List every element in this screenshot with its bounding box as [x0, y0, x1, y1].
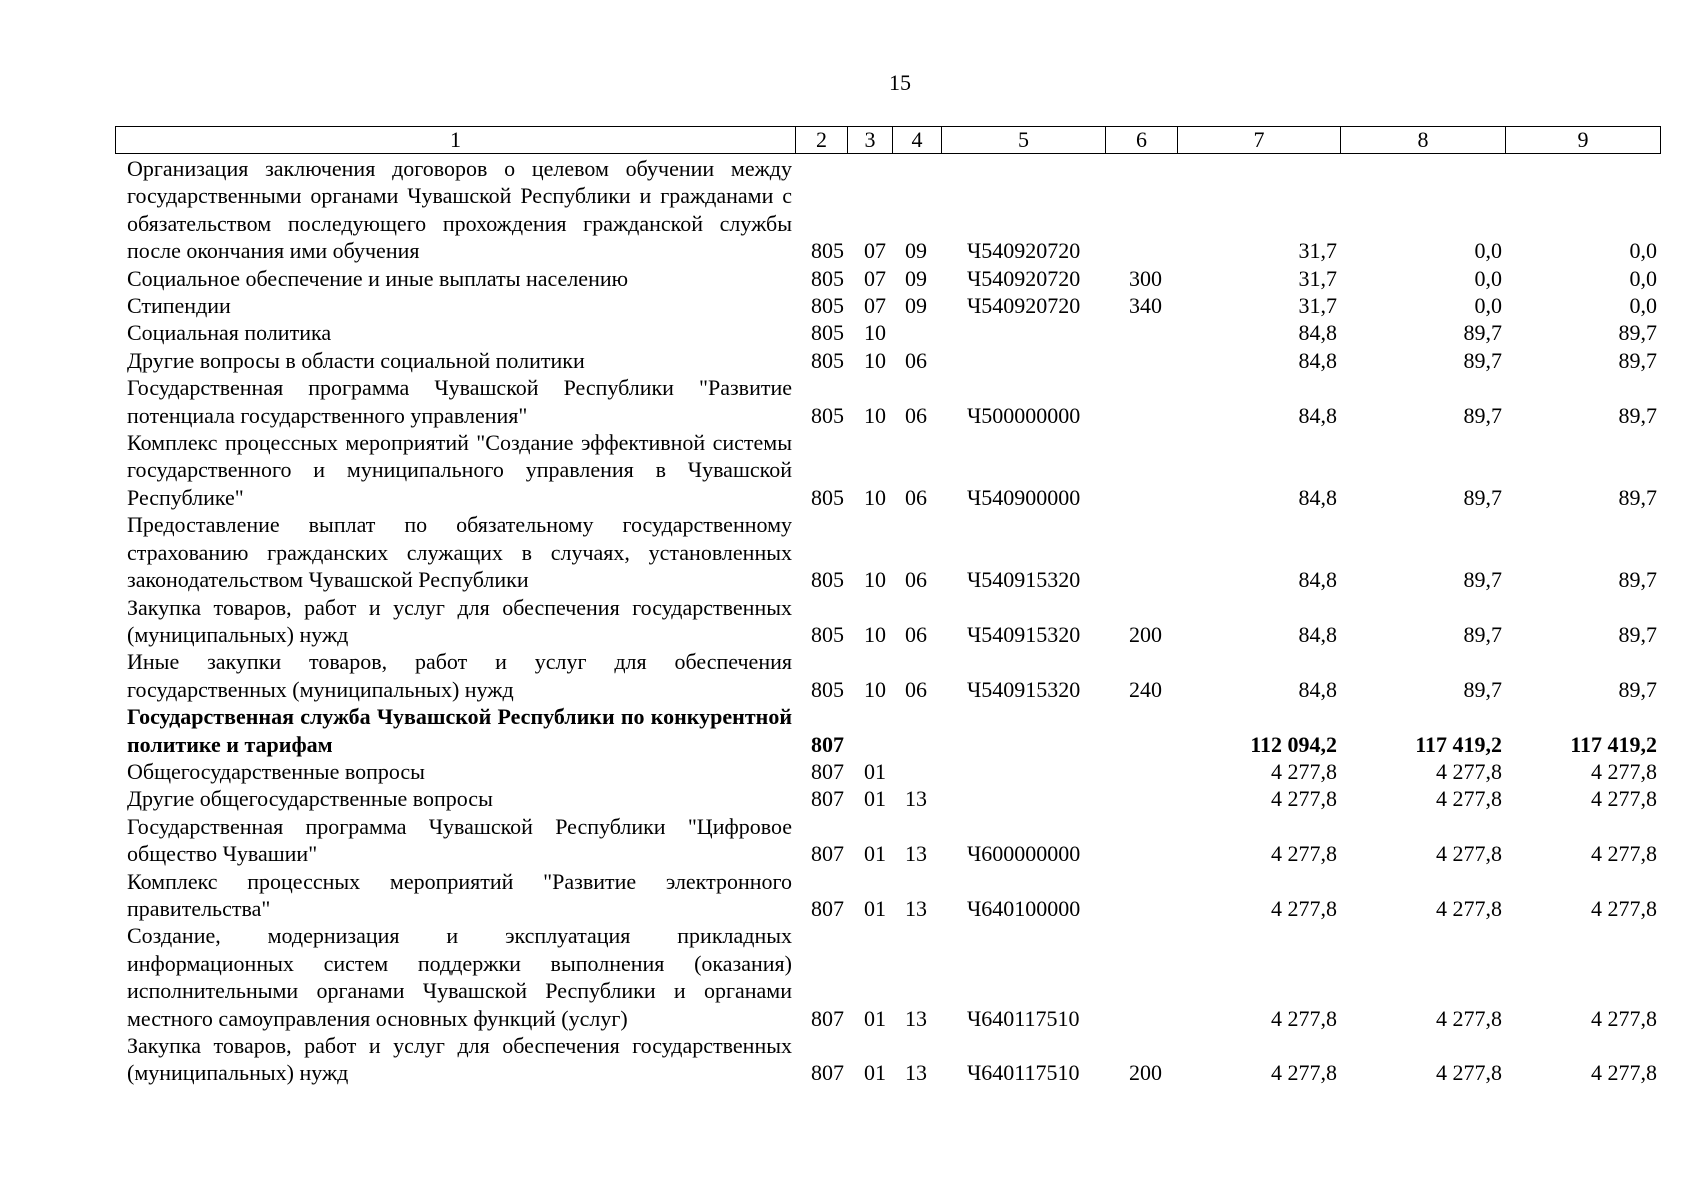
- cell-section-code: 01: [864, 786, 886, 812]
- cell-expense-type: [1112, 785, 1184, 812]
- cell-amount-col8: 4 277,8: [1436, 758, 1502, 784]
- table-row: [115, 648, 1667, 703]
- cell-section-code: 07: [864, 238, 886, 264]
- cell-expense-type: [1112, 922, 1184, 1032]
- row-description: Общегосударственные вопросы: [127, 758, 425, 784]
- cell-ministry-code: 805: [811, 402, 844, 428]
- cell-amount-col9: 4 277,8: [1591, 895, 1657, 921]
- cell-section-code: 10: [864, 347, 886, 373]
- row-description: Социальная политика: [127, 320, 332, 346]
- row-description: Закупка товаров, работ и услуг для обеспечения государственных (муниципальных) нужд: [127, 594, 792, 647]
- column-number-6: 6: [1106, 127, 1178, 154]
- cell-section-code: 10: [864, 484, 886, 510]
- table-row: [115, 429, 1667, 511]
- cell-amount-col7: 84,8: [1298, 402, 1337, 428]
- cell-target-article: Ч540920720: [967, 238, 1081, 264]
- cell-amount-col9: 89,7: [1618, 347, 1657, 373]
- cell-target-article: Ч640117510: [967, 1060, 1080, 1086]
- table-row: [115, 319, 1667, 346]
- cell-amount-col9: 117 419,2: [1570, 731, 1657, 757]
- cell-amount-col7: 84,8: [1298, 676, 1337, 702]
- cell-section-code: 10: [864, 676, 886, 702]
- cell-subsection-code: 09: [905, 265, 927, 291]
- cell-ministry-code: 805: [811, 621, 844, 647]
- cell-expense-type: 200: [1129, 621, 1162, 647]
- cell-amount-col8: 4 277,8: [1436, 841, 1502, 867]
- cell-section-code: 10: [864, 567, 886, 593]
- cell-subsection-code: 13: [905, 1060, 927, 1086]
- cell-amount-col9: 0,0: [1629, 238, 1657, 264]
- cell-amount-col8: 89,7: [1463, 484, 1502, 510]
- row-description: Создание, модернизация и эксплуатация прикладных информационных систем поддержки выполнения (оказания) исполнительными органами Чувашской Республики и органами местного самоуправления основных функций (услуг): [127, 923, 792, 1031]
- row-description: Комплекс процессных мероприятий "Создание эффективной системы государственного и муниципального управления в Чувашской Республике": [127, 430, 792, 510]
- cell-target-article: Ч540920720: [967, 265, 1081, 291]
- cell-amount-col8: 89,7: [1463, 567, 1502, 593]
- cell-amount-col7: 84,8: [1298, 567, 1337, 593]
- cell-amount-col9: 89,7: [1618, 402, 1657, 428]
- cell-expense-type: [1112, 868, 1184, 923]
- cell-amount-col7: 31,7: [1298, 293, 1337, 319]
- table-row: [115, 511, 1667, 593]
- cell-amount-col8: 4 277,8: [1436, 895, 1502, 921]
- cell-target-article: Ч640117510: [967, 1005, 1080, 1031]
- table-row: [115, 758, 1667, 785]
- row-description: Комплекс процессных мероприятий "Развитие электронного правительства": [127, 868, 792, 921]
- row-description: Социальное обеспечение и иные выплаты населению: [127, 265, 629, 291]
- cell-target-article: [948, 703, 1112, 758]
- cell-expense-type: [1112, 374, 1184, 429]
- row-description: Другие вопросы в области социальной политики: [127, 347, 585, 373]
- row-description: Стипендии: [127, 293, 231, 319]
- table-row: [115, 292, 1667, 319]
- cell-amount-col7: 4 277,8: [1271, 895, 1337, 921]
- cell-ministry-code: 805: [811, 347, 844, 373]
- cell-subsection-code: [899, 319, 948, 346]
- cell-section-code: 01: [864, 841, 886, 867]
- cell-ministry-code: 805: [811, 676, 844, 702]
- column-number-8: 8: [1341, 127, 1506, 154]
- cell-amount-col8: 0,0: [1474, 238, 1502, 264]
- cell-amount-col7: 4 277,8: [1271, 786, 1337, 812]
- cell-amount-col7: 84,8: [1298, 320, 1337, 346]
- column-number-9: 9: [1506, 127, 1661, 154]
- row-description: Государственная служба Чувашской Республики по конкурентной политике и тарифам: [127, 704, 792, 757]
- cell-section-code: 10: [864, 621, 886, 647]
- cell-expense-type: 300: [1129, 265, 1162, 291]
- cell-subsection-code: 13: [905, 841, 927, 867]
- cell-expense-type: 240: [1129, 676, 1162, 702]
- column-number-5: 5: [942, 127, 1106, 154]
- cell-section-code: [854, 703, 899, 758]
- cell-subsection-code: 09: [905, 293, 927, 319]
- cell-subsection-code: 06: [905, 402, 927, 428]
- cell-ministry-code: 805: [811, 238, 844, 264]
- cell-amount-col9: 89,7: [1618, 484, 1657, 510]
- cell-target-article: [948, 785, 1112, 812]
- cell-expense-type: [1112, 429, 1184, 511]
- cell-amount-col8: 4 277,8: [1436, 1060, 1502, 1086]
- column-header-row: [116, 127, 1661, 154]
- cell-target-article: Ч540915320: [967, 676, 1081, 702]
- table-row: [115, 594, 1667, 649]
- cell-subsection-code: 06: [905, 621, 927, 647]
- cell-expense-type: [1112, 703, 1184, 758]
- cell-amount-col7: 84,8: [1298, 621, 1337, 647]
- cell-section-code: 01: [864, 1060, 886, 1086]
- cell-amount-col8: 4 277,8: [1436, 1005, 1502, 1031]
- table-row: [115, 1032, 1667, 1087]
- column-number-2: 2: [796, 127, 848, 154]
- cell-amount-col9: 0,0: [1629, 265, 1657, 291]
- cell-target-article: Ч500000000: [967, 402, 1081, 428]
- cell-target-article: Ч540915320: [967, 567, 1081, 593]
- cell-target-article: Ч540900000: [967, 484, 1081, 510]
- cell-amount-col9: 89,7: [1618, 567, 1657, 593]
- column-header-table: [115, 126, 1661, 154]
- cell-section-code: 07: [864, 265, 886, 291]
- row-description: Иные закупки товаров, работ и услуг для обеспечения государственных (муниципальных) нужд: [127, 649, 792, 702]
- cell-ministry-code: 807: [811, 895, 844, 921]
- cell-subsection-code: [899, 758, 948, 785]
- cell-subsection-code: 06: [905, 484, 927, 510]
- cell-amount-col9: 4 277,8: [1591, 1005, 1657, 1031]
- cell-amount-col8: 0,0: [1474, 265, 1502, 291]
- cell-section-code: 07: [864, 293, 886, 319]
- table-row: [115, 785, 1667, 812]
- cell-subsection-code: 13: [905, 895, 927, 921]
- column-number-3: 3: [848, 127, 893, 154]
- cell-amount-col7: 84,8: [1298, 484, 1337, 510]
- table-row: [115, 155, 1667, 265]
- cell-amount-col9: 4 277,8: [1591, 841, 1657, 867]
- cell-ministry-code: 805: [811, 484, 844, 510]
- cell-expense-type: 340: [1129, 293, 1162, 319]
- column-number-4: 4: [893, 127, 942, 154]
- cell-amount-col8: 89,7: [1463, 402, 1502, 428]
- cell-ministry-code: 807: [811, 786, 844, 812]
- row-description: Государственная программа Чувашской Республики "Цифровое общество Чувашии": [127, 813, 792, 867]
- table-row: [115, 347, 1667, 374]
- cell-target-article: [948, 758, 1112, 785]
- cell-expense-type: 200: [1129, 1060, 1162, 1086]
- column-number-7: 7: [1178, 127, 1341, 154]
- cell-section-code: 10: [864, 402, 886, 428]
- cell-ministry-code: 807: [811, 841, 844, 867]
- cell-ministry-code: 807: [811, 1060, 844, 1086]
- table-row: [115, 703, 1667, 758]
- cell-amount-col9: 4 277,8: [1591, 1060, 1657, 1086]
- cell-amount-col9: 89,7: [1618, 621, 1657, 647]
- table-row: [115, 265, 1667, 292]
- cell-section-code: 10: [864, 320, 886, 346]
- cell-subsection-code: 06: [905, 567, 927, 593]
- cell-section-code: 01: [864, 895, 886, 921]
- cell-amount-col9: 4 277,8: [1591, 758, 1657, 784]
- cell-ministry-code: 805: [811, 265, 844, 291]
- cell-target-article: Ч640100000: [967, 895, 1081, 921]
- table-row: [115, 922, 1667, 1032]
- cell-subsection-code: [899, 703, 948, 758]
- cell-amount-col8: 89,7: [1463, 320, 1502, 346]
- cell-amount-col8: 0,0: [1474, 293, 1502, 319]
- cell-amount-col8: 89,7: [1463, 621, 1502, 647]
- cell-amount-col8: 89,7: [1463, 347, 1502, 373]
- cell-target-article: Ч540915320: [967, 621, 1081, 647]
- cell-ministry-code: 805: [811, 320, 844, 346]
- cell-ministry-code: 805: [811, 293, 844, 319]
- cell-amount-col8: 117 419,2: [1415, 731, 1502, 757]
- row-description: Предоставление выплат по обязательному государственному страхованию гражданских служащих в случаях, установленных законодательством Чувашской Республики: [127, 512, 792, 593]
- cell-target-article: [948, 347, 1112, 374]
- cell-amount-col9: 89,7: [1618, 676, 1657, 702]
- cell-subsection-code: 13: [905, 1005, 927, 1031]
- row-description: Закупка товаров, работ и услуг для обеспечения государственных (муниципальных) нужд: [127, 1033, 792, 1086]
- cell-target-article: Ч600000000: [967, 841, 1081, 867]
- cell-amount-col8: 89,7: [1463, 676, 1502, 702]
- budget-table: [115, 155, 1667, 1087]
- cell-amount-col9: 89,7: [1618, 320, 1657, 346]
- cell-section-code: 01: [864, 758, 886, 784]
- cell-expense-type: [1112, 758, 1184, 785]
- page-number: 15: [889, 70, 911, 95]
- cell-subsection-code: 06: [905, 676, 927, 702]
- cell-target-article: Ч540920720: [967, 293, 1081, 319]
- cell-expense-type: [1112, 155, 1184, 265]
- cell-amount-col7: 112 094,2: [1250, 731, 1337, 757]
- table-row: [115, 813, 1667, 868]
- cell-ministry-code: 807: [811, 1005, 844, 1031]
- cell-amount-col7: 31,7: [1298, 265, 1337, 291]
- table-row: [115, 374, 1667, 429]
- row-description: Государственная программа Чувашской Республики "Развитие потенциала государственного управления": [127, 375, 792, 428]
- cell-section-code: 01: [864, 1005, 886, 1031]
- cell-subsection-code: 09: [905, 238, 927, 264]
- cell-target-article: [948, 319, 1112, 346]
- cell-subsection-code: 13: [905, 786, 927, 812]
- row-description: Другие общегосударственные вопросы: [127, 786, 493, 812]
- cell-amount-col7: 84,8: [1298, 347, 1337, 373]
- cell-expense-type: [1112, 347, 1184, 374]
- row-description: Организация заключения договоров о целевом обучении между государственными органами Чувашской Республики и гражданами с обязательством последующего прохождения гражданской службы после окончания ими обучения: [127, 156, 792, 264]
- cell-amount-col7: 4 277,8: [1271, 758, 1337, 784]
- cell-amount-col9: 0,0: [1629, 293, 1657, 319]
- cell-ministry-code: 805: [811, 567, 844, 593]
- cell-amount-col9: 4 277,8: [1591, 786, 1657, 812]
- cell-amount-col7: 4 277,8: [1271, 841, 1337, 867]
- table-row: [115, 868, 1667, 923]
- cell-expense-type: [1112, 319, 1184, 346]
- cell-amount-col7: 4 277,8: [1271, 1005, 1337, 1031]
- cell-amount-col8: 4 277,8: [1436, 786, 1502, 812]
- cell-amount-col7: 4 277,8: [1271, 1060, 1337, 1086]
- cell-amount-col7: 31,7: [1298, 238, 1337, 264]
- cell-ministry-code: 807: [811, 731, 844, 757]
- cell-ministry-code: 807: [811, 758, 844, 784]
- column-number-1: 1: [116, 127, 796, 154]
- cell-expense-type: [1112, 813, 1184, 868]
- cell-expense-type: [1112, 511, 1184, 593]
- cell-subsection-code: 06: [905, 347, 927, 373]
